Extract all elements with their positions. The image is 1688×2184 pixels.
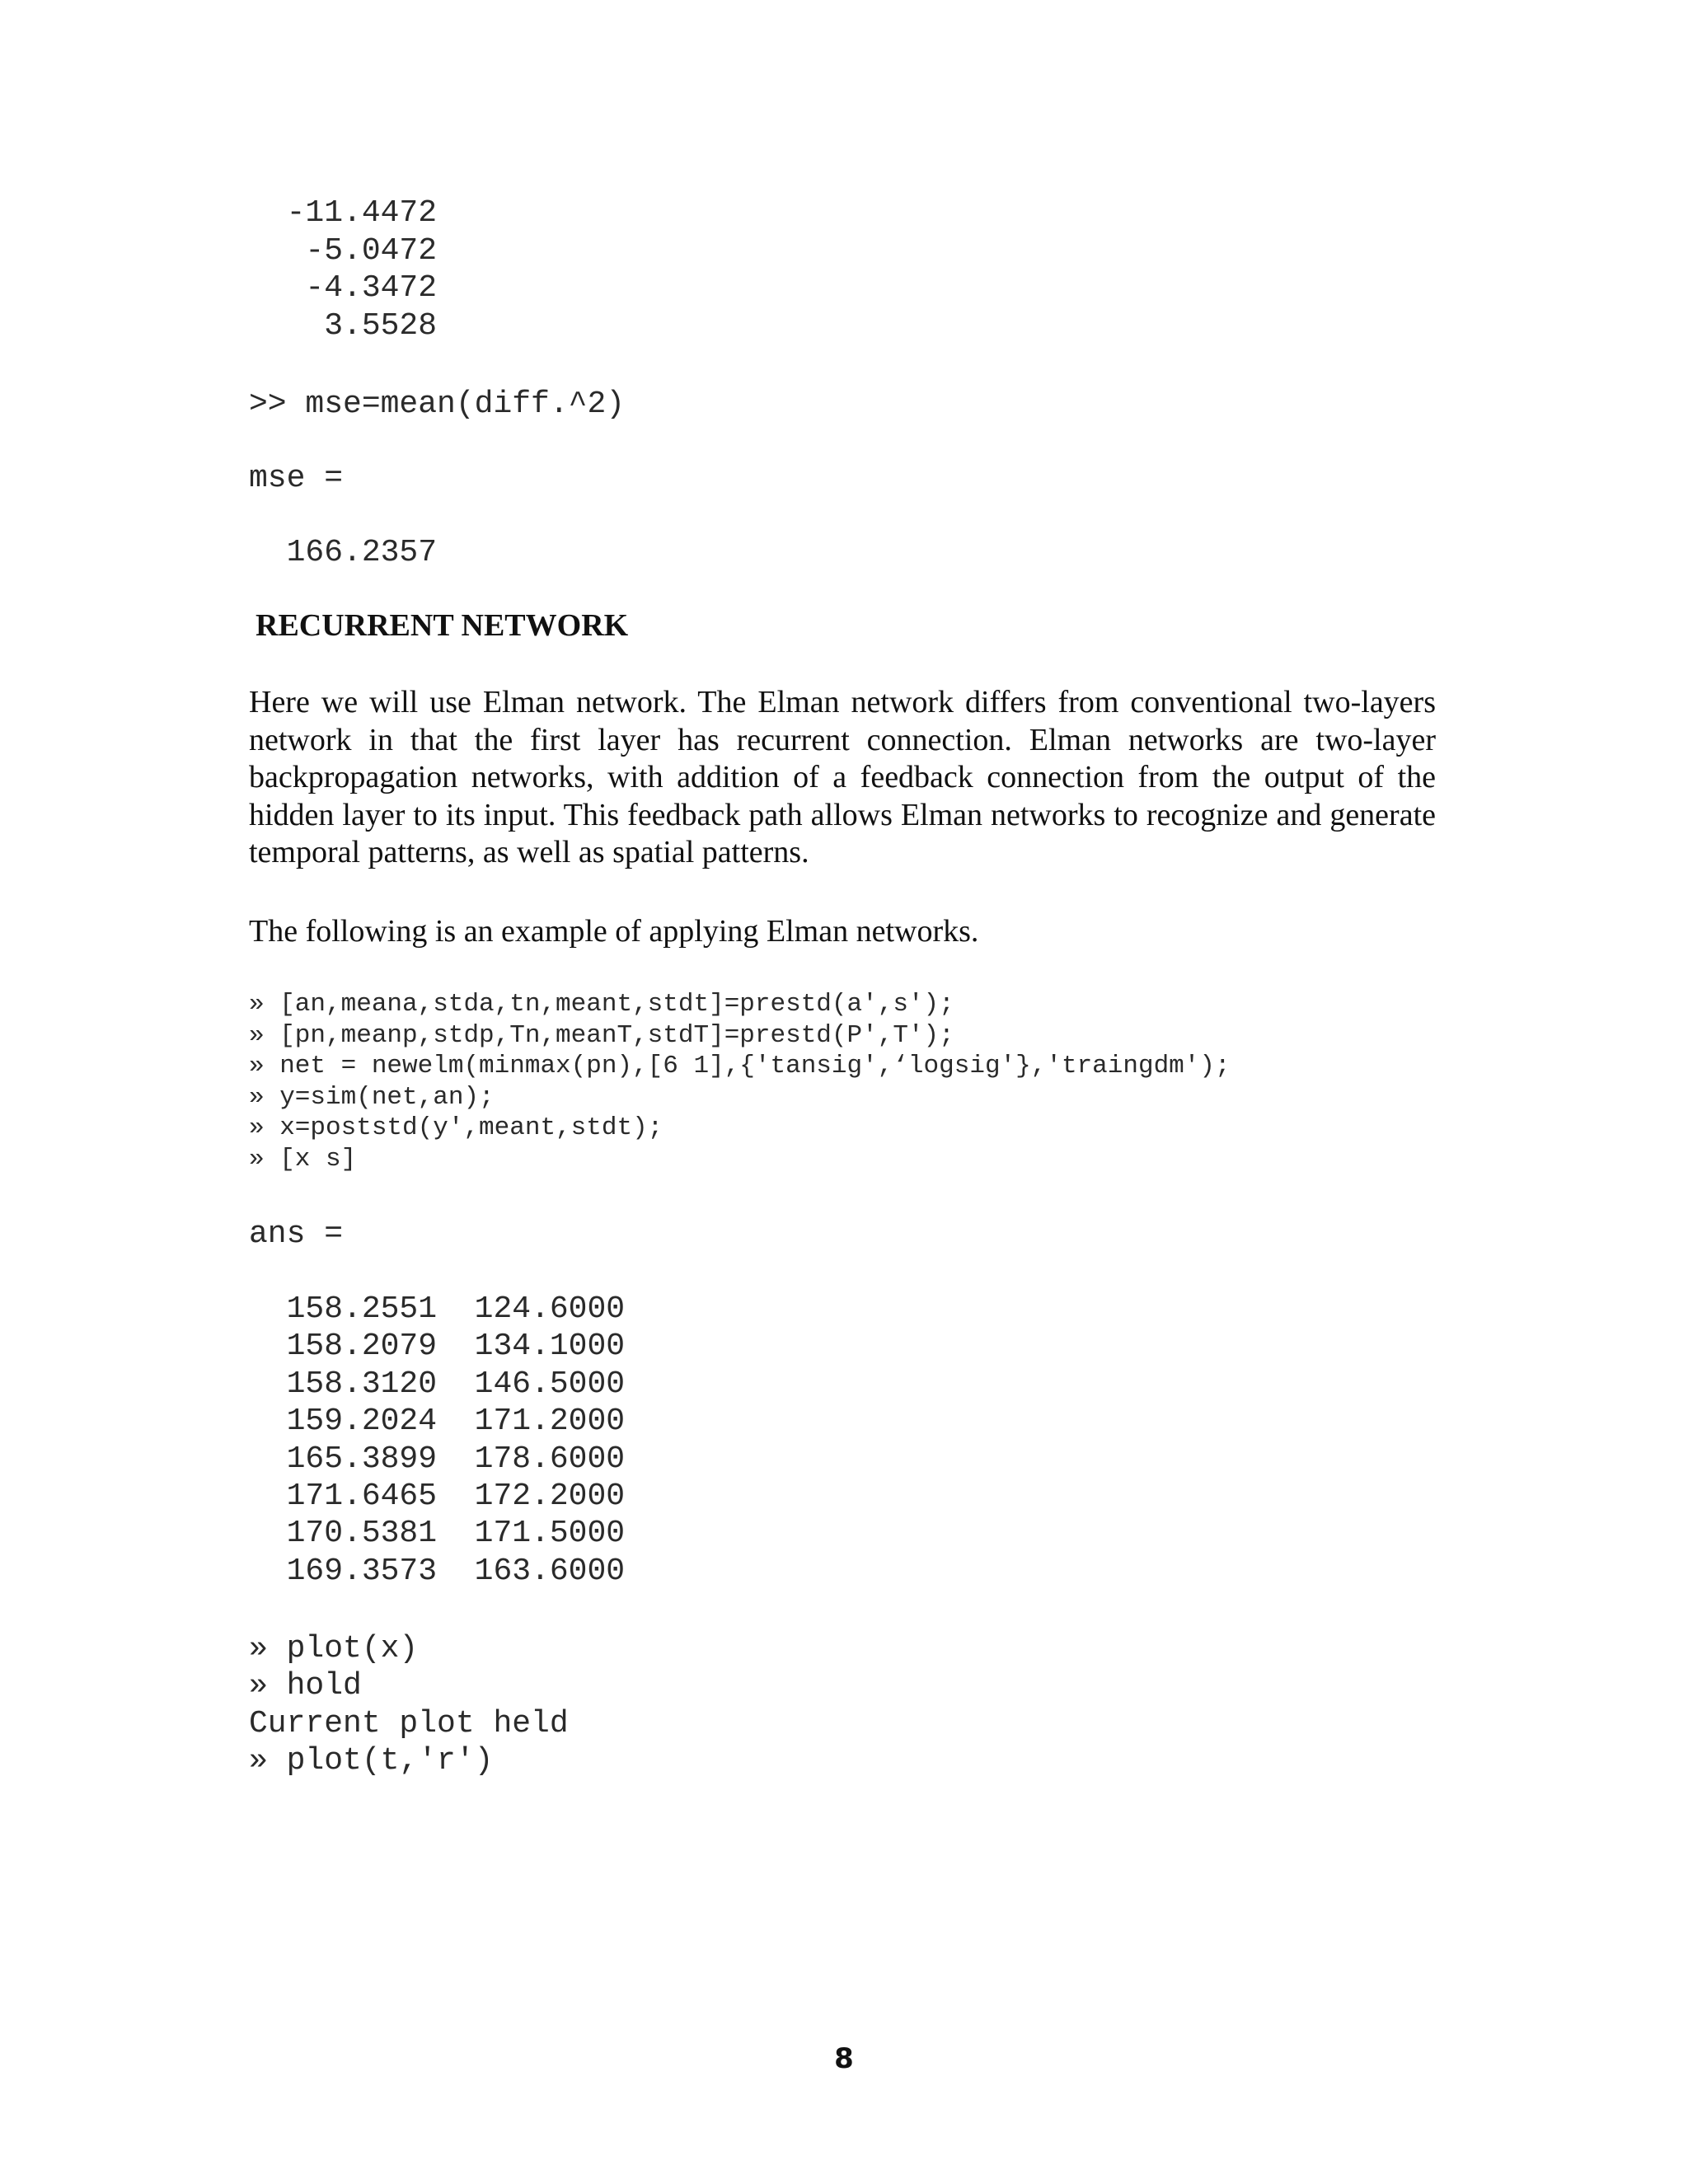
diff-value: -4.3472 bbox=[249, 270, 438, 306]
ans-row: 159.2024 171.2000 bbox=[249, 1404, 626, 1440]
ans-row: 158.3120 146.5000 bbox=[249, 1366, 626, 1402]
diff-value: -11.4472 bbox=[249, 195, 438, 231]
command-output: Current plot held bbox=[249, 1705, 569, 1741]
final-commands bbox=[249, 1630, 569, 1779]
code-line: » [pn,meanp,stdp,Tn,meanT,stdT]=prestd(P',T'); bbox=[249, 1020, 954, 1050]
ans-row: 171.6465 172.2000 bbox=[249, 1479, 626, 1515]
mse-command: >> mse=mean(diff.^2) bbox=[249, 387, 626, 422]
command-line: » hold bbox=[249, 1668, 362, 1704]
body-paragraph: Here we will use Elman network. The Elman network differs from conventional two-layers network in that the first layer has recurrent connection. Elman networks are two-layer backpropagation networks, with addition of a feedback connection from the output of the hidden layer to its input. This feedback path allows Elman networks to recognize and generate temporal patterns, as well as spatial patterns. bbox=[249, 685, 1436, 869]
ans-row: 165.3899 178.6000 bbox=[249, 1441, 626, 1477]
diff-values-list bbox=[249, 194, 437, 344]
command-line: » plot(t,'r') bbox=[249, 1742, 494, 1779]
code-line: » [x s] bbox=[249, 1144, 357, 1174]
code-line: » net = newelm(minmax(pn),[6 1],{'tansig',‘logsig'},'traingdm'); bbox=[249, 1052, 1231, 1080]
diff-value: -5.0472 bbox=[249, 232, 438, 269]
section-heading: RECURRENT NETWORK bbox=[256, 608, 629, 643]
example-intro: The following is an example of applying Elman networks. bbox=[249, 914, 979, 949]
command-line: » plot(x) bbox=[249, 1631, 419, 1666]
ans-row: 158.2551 124.6000 bbox=[249, 1291, 626, 1327]
code-line: » [an,meana,stda,tn,meant,stdt]=prestd(a',s'); bbox=[249, 990, 954, 1019]
ans-label: ans = bbox=[249, 1216, 344, 1252]
mse-value: 166.2357 bbox=[249, 535, 438, 570]
ans-table bbox=[249, 1291, 625, 1590]
code-block bbox=[249, 989, 1231, 1174]
mse-label: mse = bbox=[249, 461, 344, 496]
ans-row: 158.2079 134.1000 bbox=[249, 1329, 626, 1365]
code-line: » x=poststd(y',meant,stdt); bbox=[249, 1113, 663, 1142]
ans-row: 169.3573 163.6000 bbox=[249, 1553, 626, 1589]
page-number: 8 bbox=[834, 2042, 854, 2075]
ans-row: 170.5381 171.5000 bbox=[249, 1516, 626, 1552]
diff-value: 3.5528 bbox=[249, 307, 438, 344]
code-line: » y=sim(net,an); bbox=[249, 1082, 495, 1112]
